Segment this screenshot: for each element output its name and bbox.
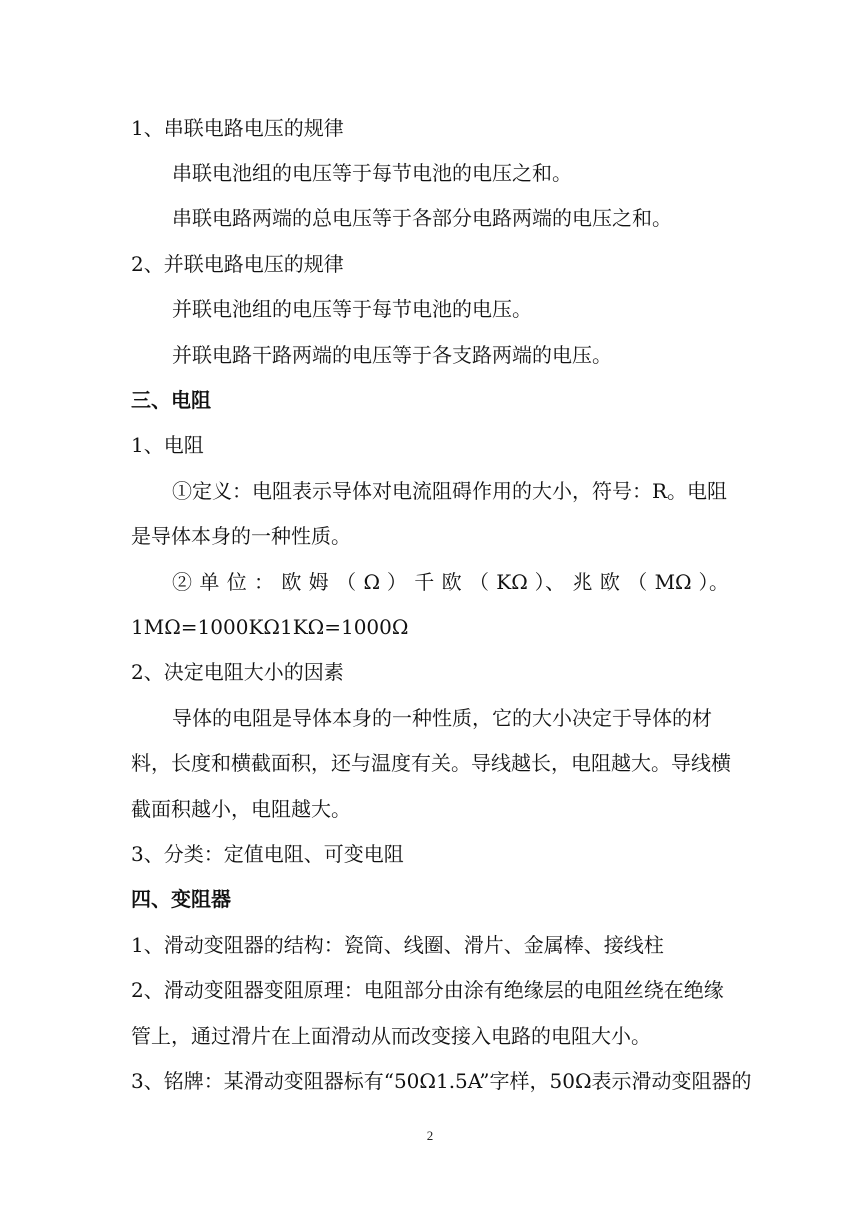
formula-line: 1MΩ=1000KΩ1KΩ=1000Ω [131, 615, 409, 639]
subheading-classification: 3、分类：定值电阻、可变电阻 [131, 842, 404, 866]
paragraph-line: 料，长度和横截面积，还与温度有关。导线越长，电阻越大。导线横 [131, 751, 731, 775]
paragraph-line: 导体的电阻是导体本身的一种性质，它的大小决定于导体的材 [172, 706, 712, 730]
page-number: 2 [426, 1128, 434, 1143]
paragraph-line: 1、滑动变阻器的结构：瓷筒、线圈、滑片、金属棒、接线柱 [131, 933, 664, 957]
paragraph-line: ①定义：电阻表示导体对电流阻碍作用的大小，符号：R。电阻 [172, 479, 728, 503]
paragraph-line: 是导体本身的一种性质。 [131, 524, 351, 548]
paragraph-line: 并联电池组的电压等于每节电池的电压。 [172, 297, 532, 321]
paragraph-line: 串联电路两端的总电压等于各部分电路两端的电压之和。 [172, 206, 672, 230]
paragraph-line: 串联电池组的电压等于每节电池的电压之和。 [172, 161, 572, 185]
subheading-series-voltage: 1、串联电路电压的规律 [131, 116, 344, 140]
subheading-resistance: 1、电阻 [131, 433, 204, 457]
paragraph-line: 截面积越小，电阻越大。 [131, 797, 351, 821]
section-heading-resistance: 三、电阻 [131, 388, 211, 412]
subheading-factors: 2、决定电阻大小的因素 [131, 660, 344, 684]
subheading-parallel-voltage: 2、并联电路电压的规律 [131, 252, 344, 276]
paragraph-line: 管上，通过滑片在上面滑动从而改变接入电路的电阻大小。 [131, 1024, 651, 1048]
paragraph-line: 2、滑动变阻器变阻原理：电阻部分由涂有绝缘层的电阻丝绕在绝缘 [131, 978, 724, 1002]
paragraph-line: 并联电路干路两端的电压等于各支路两端的电压。 [172, 343, 612, 367]
paragraph-line-units: ② 单 位 ： 欧 姆 （ Ω ） 千 欧 （ KΩ ）、 兆 欧 （ MΩ ）。 [172, 570, 729, 594]
section-heading-rheostat: 四、变阻器 [131, 887, 231, 911]
paragraph-line: 3、铭牌：某滑动变阻器标有“50Ω1.5A”字样，50Ω表示滑动变阻器的 [131, 1069, 752, 1093]
